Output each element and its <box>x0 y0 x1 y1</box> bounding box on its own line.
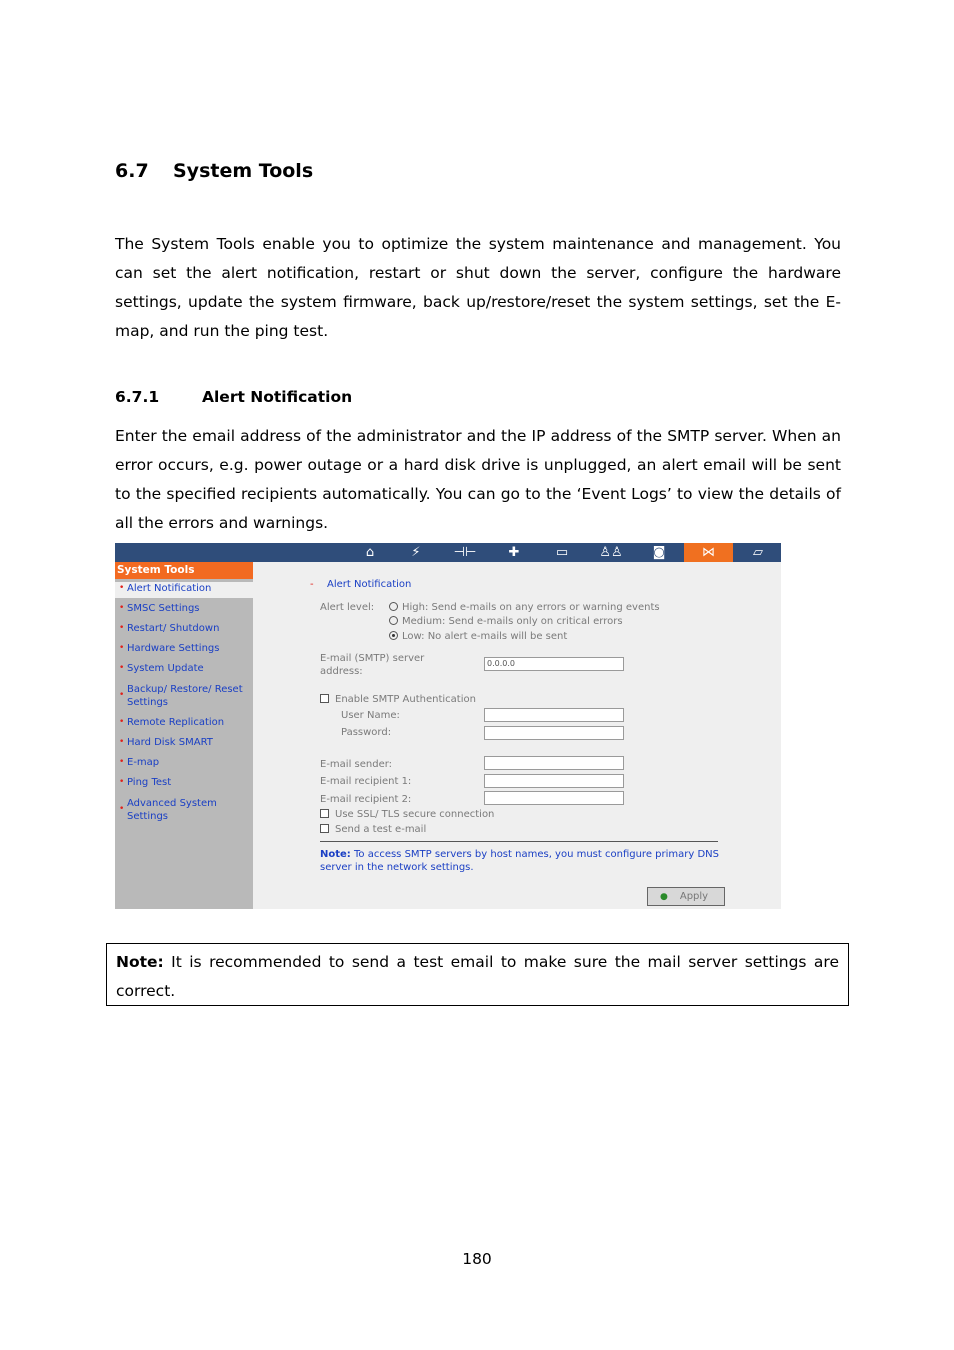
panel-note <box>320 848 720 874</box>
enable-smtp-auth[interactable] <box>320 693 476 706</box>
sidebar: System Tools • Alert Notification • SMSC Settings • Restart/ Shutdown • Hardware Settings • System Update • Backup/ Restore/ Reset Settings • Remote Replication • Hard Disk SMART • E-map • Ping Test • Advanced System Settings <box>115 562 253 909</box>
alert-level-label: Alert level: <box>320 602 375 613</box>
sidebar-item-label: Backup/ Restore/ Reset Settings <box>127 684 243 708</box>
users-icon[interactable]: ♙♙ <box>599 545 623 560</box>
log-icon[interactable]: ▱ <box>753 545 763 560</box>
subsection-number: 6.7.1 <box>115 388 160 406</box>
alert-option-low[interactable] <box>389 630 567 643</box>
device-icon[interactable]: ⊣⊢ <box>453 545 477 560</box>
radio-low[interactable] <box>389 631 398 640</box>
sidebar-title: System Tools <box>115 562 253 579</box>
sidebar-item-label: Ping Test <box>127 777 172 788</box>
sidebar-item-label: System Update <box>127 663 204 674</box>
page-number: 180 <box>462 1250 492 1268</box>
recipient2-label: E-mail recipient 2: <box>320 794 412 805</box>
panel-title: Alert Notification <box>327 579 412 590</box>
sidebar-item-label: Alert Notification <box>127 583 212 594</box>
panel-bullet: - <box>310 579 314 590</box>
ssl-checkbox[interactable] <box>320 809 329 818</box>
sidebar-item-label: Remote Replication <box>127 717 225 728</box>
sidebar-item-advanced-system-settings[interactable]: • Advanced System Settings <box>115 797 253 823</box>
note-box-bold: Note: <box>116 953 164 971</box>
section-heading <box>115 160 313 182</box>
subsection-heading <box>115 388 352 406</box>
ssl-option[interactable] <box>320 808 494 821</box>
panel-note-text: To access SMTP servers by host names, you must configure primary DNS server in the network settings. <box>320 849 719 873</box>
sidebar-item-label: Hard Disk SMART <box>127 737 213 748</box>
sidebar-item-label: Hardware Settings <box>127 643 220 654</box>
intro-paragraph: The System Tools enable you to optimize the system maintenance and management. You can set the alert notification, restart or shut down the server, configure the hardware settings, update the system firmware, back up/restore/reset the system settings, set the E-map, and run the ping test. <box>115 235 841 340</box>
test-email-label: Send a test e-mail <box>335 824 427 835</box>
sidebar-item-backup-restore[interactable]: • Backup/ Restore/ Reset Settings <box>115 683 253 709</box>
username-label: User Name: <box>341 710 400 721</box>
sidebar-item-label: SMSC Settings <box>127 603 200 614</box>
tools-icon[interactable]: ✚ <box>508 545 520 560</box>
subsection-paragraph: Enter the email address of the administrator and the IP address of the SMTP server. When an error occurs, e.g. power outage or a hard disk drive is unplugged, an alert email will be sent to the specified recipients automatically. You can go to the ‘Event Logs’ to view the details of all the errors and warnings. <box>115 427 841 532</box>
recipient1-label: E-mail recipient 1: <box>320 776 412 787</box>
disk-icon[interactable]: ◙ <box>652 545 666 560</box>
top-nav-bar <box>115 543 781 562</box>
apply-label: Apply <box>679 891 709 902</box>
sidebar-item-alert-notification[interactable]: • Alert Notification <box>115 582 253 598</box>
sender-label: E-mail sender: <box>320 759 393 770</box>
note-box-text: It is recommended to send a test email to make sure the mail server settings are correct. <box>116 953 839 1000</box>
sender-input[interactable] <box>484 756 624 770</box>
note-box <box>106 943 849 1006</box>
sidebar-item-label: Advanced System Settings <box>127 798 217 822</box>
panel-note-bold: Note: <box>320 849 351 860</box>
home-icon[interactable]: ⌂ <box>365 545 375 560</box>
enable-auth-checkbox[interactable] <box>320 694 329 703</box>
radio-medium[interactable] <box>389 616 398 625</box>
test-email-checkbox[interactable] <box>320 824 329 833</box>
sidebar-item-label: E-map <box>127 757 160 768</box>
enable-auth-label: Enable SMTP Authentication <box>335 694 476 705</box>
password-input[interactable] <box>484 726 624 740</box>
apply-bullet-icon: ● <box>660 891 668 902</box>
alert-option-label: Low: No alert e-mails will be sent <box>402 631 568 642</box>
section-title: System Tools <box>173 160 314 182</box>
alert-option-high[interactable] <box>389 601 660 614</box>
ssl-label: Use SSL/ TLS secure connection <box>335 809 495 820</box>
subsection-title: Alert Notification <box>202 388 353 406</box>
password-label: Password: <box>341 727 392 738</box>
storage-icon[interactable]: ▭ <box>555 545 569 560</box>
alert-option-label: Medium: Send e-mails only on critical errors <box>402 616 623 627</box>
alert-notification-screenshot <box>115 543 781 909</box>
alert-option-medium[interactable] <box>389 615 623 628</box>
recipient2-input[interactable] <box>484 791 624 805</box>
sidebar-item-label: Restart/ Shutdown <box>127 623 220 634</box>
smtp-server-input[interactable]: 0.0.0.0 <box>484 657 624 671</box>
section-number: 6.7 <box>115 160 149 182</box>
network-icon[interactable]: ⚡ <box>411 545 421 560</box>
radio-high[interactable] <box>389 602 398 611</box>
username-input[interactable] <box>484 708 624 722</box>
mail-icon[interactable]: ⋈ <box>684 543 733 562</box>
alert-option-label: High: Send e-mails on any errors or warning events <box>402 602 660 613</box>
apply-button[interactable] <box>647 887 725 906</box>
smtp-server-label: E-mail (SMTP) server address: <box>320 653 425 677</box>
divider <box>320 841 718 842</box>
test-email-option[interactable] <box>320 823 426 836</box>
recipient1-input[interactable] <box>484 774 624 788</box>
